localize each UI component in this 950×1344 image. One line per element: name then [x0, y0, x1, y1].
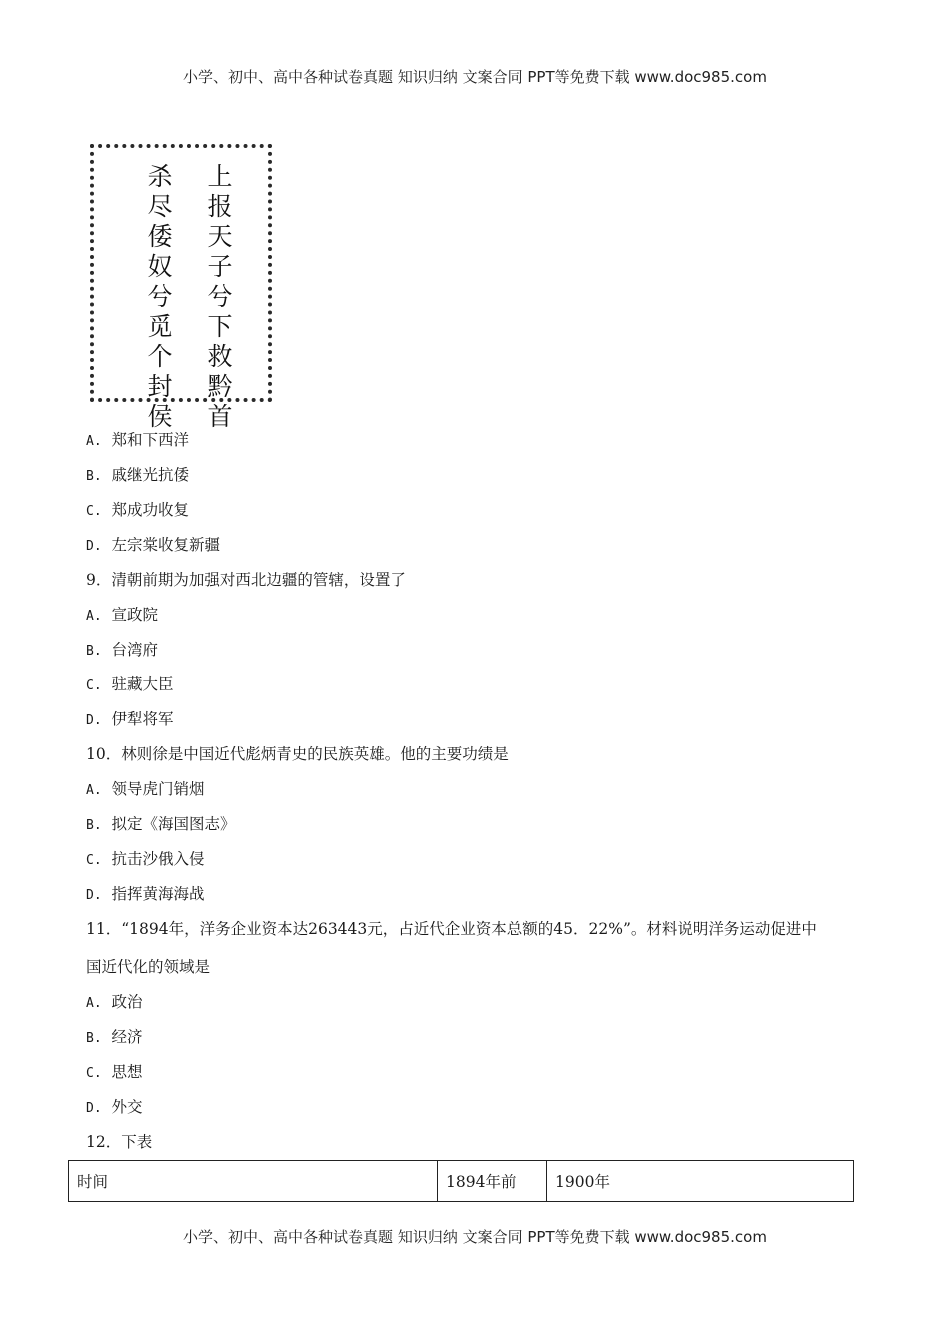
q11-option-c: C. 思想	[86, 1063, 143, 1081]
q11-option-d: D. 外交	[86, 1098, 143, 1116]
q10-stem: 10．林则徐是中国近代彪炳青史的民族英雄。他的主要功绩是	[86, 745, 509, 763]
q10-option-d: D. 指挥黄海海战	[86, 885, 205, 903]
q10-option-b: B. 拟定《海国图志》	[86, 815, 236, 833]
q10-option-a: A. 领导虎门销烟	[86, 780, 205, 798]
q12-table	[68, 1160, 854, 1202]
page-footer: 小学、初中、高中各种试卷真题 知识归纳 文案合同 PPT等免费下载 www.doc985.com	[183, 1228, 767, 1246]
page-header: 小学、初中、高中各种试卷真题 知识归纳 文案合同 PPT等免费下载 www.doc985.com	[183, 68, 767, 86]
q8-option-c: C. 郑成功收复	[86, 501, 190, 519]
table-row	[69, 1161, 854, 1202]
table-cell-before-1894: 1894年前	[438, 1161, 547, 1202]
table-cell-time: 时间	[69, 1161, 438, 1202]
q12-stem: 12．下表	[86, 1133, 153, 1151]
q11-option-b: B. 经济	[86, 1028, 143, 1046]
q9-option-c: C. 驻藏大臣	[86, 675, 174, 693]
poem-left-column: 杀尽倭奴兮觅个封侯	[147, 162, 173, 431]
q8-option-b: B. 戚继光抗倭	[86, 466, 190, 484]
q9-stem: 9．清朝前期为加强对西北边疆的管辖，设置了	[86, 571, 406, 589]
poem-right-column: 上报天子兮下救黔首	[207, 162, 233, 431]
q8-option-a: A. 郑和下西洋	[86, 431, 190, 449]
q11-stem-line2: 国近代化的领域是	[86, 958, 211, 976]
q8-option-d: D. 左宗棠收复新疆	[86, 536, 221, 554]
q9-option-a: A. 宣政院	[86, 606, 159, 624]
q11-option-a: A. 政治	[86, 993, 143, 1011]
q9-option-b: B. 台湾府	[86, 641, 159, 659]
q9-option-d: D. 伊犁将军	[86, 710, 174, 728]
q11-stem-line1: 11．“1894年，洋务企业资本达263443元，占近代企业资本总额的45．22%”。材料说明洋务运动促进中	[86, 920, 817, 938]
table-cell-1900: 1900年	[547, 1161, 854, 1202]
poem-image	[90, 144, 272, 431]
q10-option-c: C. 抗击沙俄入侵	[86, 850, 205, 868]
